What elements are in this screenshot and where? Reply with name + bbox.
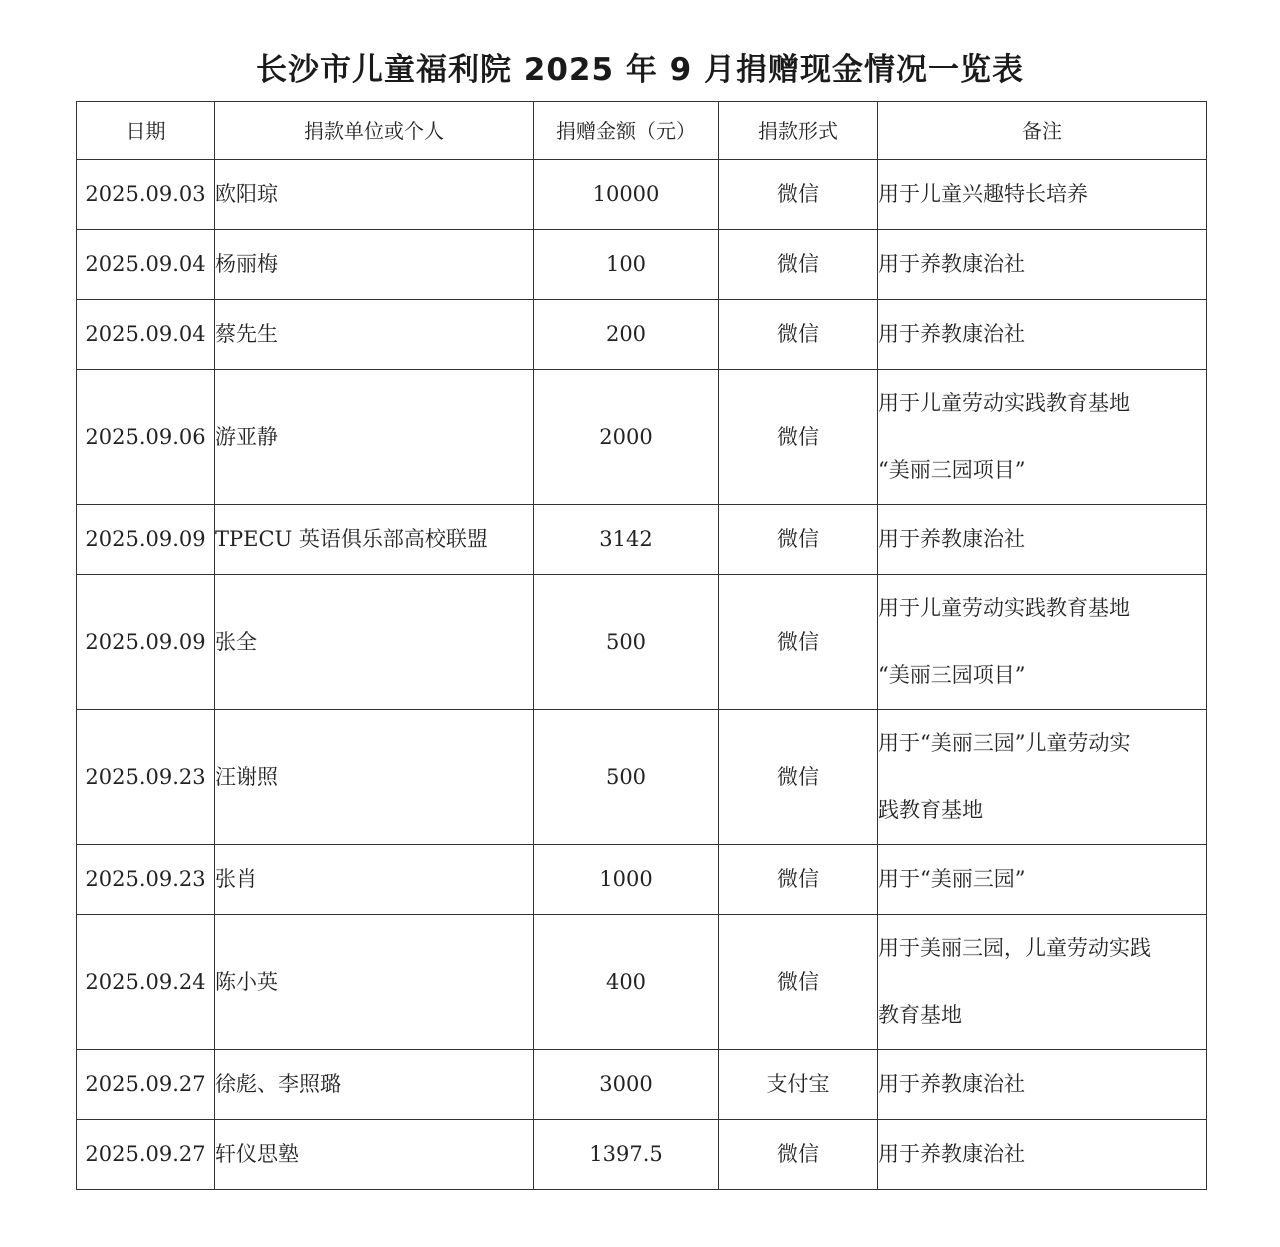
header-donor: 捐款单位或个人	[215, 102, 534, 160]
note-line: 用于儿童劳动实践教育基地	[878, 391, 1130, 415]
cell-amount: 400	[534, 915, 719, 1050]
cell-donor: TPECU 英语俱乐部高校联盟	[215, 505, 534, 575]
note-line: 用于“美丽三园”儿童劳动实	[878, 731, 1131, 755]
cell-note	[878, 1120, 1207, 1190]
note-line: 教育基地	[878, 1003, 962, 1027]
cell-note	[878, 845, 1207, 915]
note-line: “美丽三园项目”	[878, 663, 1026, 687]
cell-donor: 轩仪思塾	[215, 1120, 534, 1190]
cell-method: 微信	[719, 710, 878, 845]
cell-date: 2025.09.24	[77, 915, 215, 1050]
note-line: 用于“美丽三园”	[878, 867, 1026, 891]
cell-amount: 500	[534, 710, 719, 845]
table-row	[77, 505, 1207, 575]
cell-amount: 1397.5	[534, 1120, 719, 1190]
cell-donor: 陈小英	[215, 915, 534, 1050]
cell-method: 微信	[719, 575, 878, 710]
donation-table	[76, 101, 1207, 1190]
cell-amount: 3142	[534, 505, 719, 575]
table-row	[77, 1050, 1207, 1120]
cell-method: 微信	[719, 845, 878, 915]
note-line: 用于养教康治社	[878, 252, 1025, 276]
header-amount: 捐赠金额（元）	[534, 102, 719, 160]
cell-date: 2025.09.04	[77, 300, 215, 370]
header-method: 捐款形式	[719, 102, 878, 160]
cell-method: 微信	[719, 1120, 878, 1190]
table-row	[77, 160, 1207, 230]
header-note: 备注	[878, 102, 1207, 160]
cell-amount: 10000	[534, 160, 719, 230]
page-title: 长沙市儿童福利院 2025 年 9 月捐赠现金情况一览表	[255, 52, 1025, 88]
cell-date: 2025.09.09	[77, 575, 215, 710]
cell-method: 支付宝	[719, 1050, 878, 1120]
cell-note	[878, 915, 1207, 1050]
table-row	[77, 300, 1207, 370]
cell-amount: 3000	[534, 1050, 719, 1120]
cell-date: 2025.09.27	[77, 1120, 215, 1190]
note-line: 用于儿童兴趣特长培养	[878, 182, 1088, 206]
cell-amount: 200	[534, 300, 719, 370]
table-row	[77, 915, 1207, 1050]
cell-method: 微信	[719, 505, 878, 575]
note-line: 用于儿童劳动实践教育基地	[878, 596, 1130, 620]
cell-donor: 徐彪、李照璐	[215, 1050, 534, 1120]
cell-note	[878, 575, 1207, 710]
cell-note	[878, 160, 1207, 230]
cell-date: 2025.09.23	[77, 845, 215, 915]
note-line: “美丽三园项目”	[878, 458, 1026, 482]
cell-note	[878, 370, 1207, 505]
table-row	[77, 845, 1207, 915]
table-row	[77, 575, 1207, 710]
cell-note	[878, 300, 1207, 370]
note-line: 用于美丽三园，儿童劳动实践	[878, 936, 1151, 960]
table-row	[77, 230, 1207, 300]
cell-method: 微信	[719, 230, 878, 300]
cell-date: 2025.09.04	[77, 230, 215, 300]
cell-date: 2025.09.06	[77, 370, 215, 505]
cell-date: 2025.09.23	[77, 710, 215, 845]
note-line: 用于养教康治社	[878, 527, 1025, 551]
cell-note	[878, 710, 1207, 845]
cell-date: 2025.09.09	[77, 505, 215, 575]
header-date: 日期	[77, 102, 215, 160]
cell-note	[878, 1050, 1207, 1120]
cell-method: 微信	[719, 160, 878, 230]
note-line: 用于养教康治社	[878, 322, 1025, 346]
cell-method: 微信	[719, 915, 878, 1050]
cell-donor: 张肖	[215, 845, 534, 915]
cell-note	[878, 230, 1207, 300]
cell-donor: 游亚静	[215, 370, 534, 505]
cell-donor: 张全	[215, 575, 534, 710]
cell-donor: 汪谢照	[215, 710, 534, 845]
cell-amount: 100	[534, 230, 719, 300]
table-row	[77, 710, 1207, 845]
cell-amount: 500	[534, 575, 719, 710]
cell-donor: 蔡先生	[215, 300, 534, 370]
cell-note	[878, 505, 1207, 575]
cell-date: 2025.09.03	[77, 160, 215, 230]
cell-method: 微信	[719, 370, 878, 505]
note-line: 用于养教康治社	[878, 1142, 1025, 1166]
cell-method: 微信	[719, 300, 878, 370]
note-line: 践教育基地	[878, 798, 983, 822]
cell-amount: 1000	[534, 845, 719, 915]
note-line: 用于养教康治社	[878, 1072, 1025, 1096]
table-row	[77, 370, 1207, 505]
cell-amount: 2000	[534, 370, 719, 505]
table-header-row	[77, 102, 1207, 160]
table-row	[77, 1120, 1207, 1190]
cell-date: 2025.09.27	[77, 1050, 215, 1120]
cell-donor: 杨丽梅	[215, 230, 534, 300]
cell-donor: 欧阳琼	[215, 160, 534, 230]
